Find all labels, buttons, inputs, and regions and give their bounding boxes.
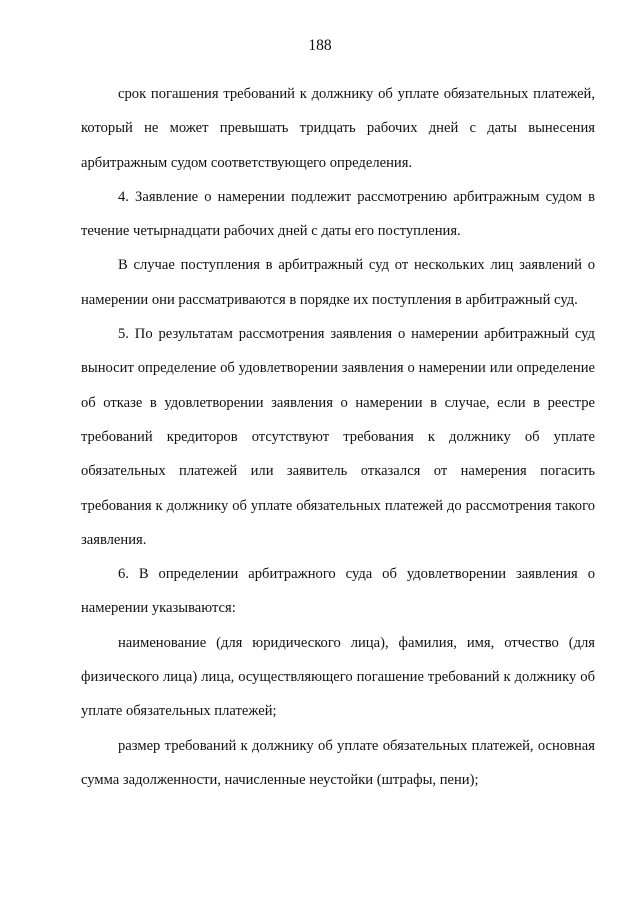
text-line: основная сумма задолженности, начисленные неустойки (штрафы, пени);	[81, 737, 595, 788]
text-line: намерении указываются:	[81, 600, 236, 617]
text-line: вынесения арбитражным судом соответствующего определения.	[81, 120, 595, 171]
text-line: 4. Заявление о намерении подлежит рассмотрению арбитражным судом в	[118, 188, 595, 205]
paragraph	[81, 729, 595, 798]
text-line: 5. По результатам рассмотрения заявления о намерении арбитражный суд	[118, 326, 595, 343]
text-line: намерении они рассматриваются в порядке их поступления в арбитражный суд.	[81, 291, 578, 308]
text-line: срок погашения требований к должнику об уплате обязательных	[118, 86, 529, 102]
text-line: физического лица) лица, осуществляющего погашение требований к должнику	[81, 669, 577, 686]
text-line: требования к должнику об уплате обязательных платежей до рассмотрения	[81, 497, 552, 514]
text-line: уплате обязательных платежей или заявитель отказался от намерения погасить	[81, 428, 595, 480]
text-line: об уплате обязательных платежей;	[81, 669, 595, 720]
paragraph	[81, 557, 595, 626]
document-body	[81, 77, 595, 797]
paragraph	[81, 317, 595, 557]
text-line: в реестре требований кредиторов отсутствуют требования к должнику об	[81, 394, 596, 445]
text-line: течение четырнадцати рабочих дней с даты его поступления.	[81, 223, 461, 240]
text-line: 6. В определении арбитражного суда об удовлетворении заявления о	[118, 566, 595, 583]
text-line: платежей, который не может превышать тридцать рабочих дней с даты	[81, 86, 595, 137]
text-line: размер требований к должнику об уплате обязательных платежей,	[118, 737, 534, 754]
text-line: В случае поступления в арбитражный суд от нескольких лиц заявлений о	[118, 257, 595, 274]
page-number: 188	[308, 37, 332, 54]
paragraph	[81, 180, 595, 249]
paragraph	[81, 77, 595, 180]
text-line: определение об отказе в удовлетворении заявления о намерении в случае, если	[81, 360, 595, 411]
text-line: наименование (для юридического лица), фамилия, имя, отчество (для	[118, 634, 595, 651]
paragraph	[81, 248, 595, 317]
text-line: выносит определение об удовлетворении заявления о намерении или	[81, 360, 513, 377]
text-line: такого заявления.	[81, 497, 595, 548]
paragraph	[81, 626, 595, 729]
